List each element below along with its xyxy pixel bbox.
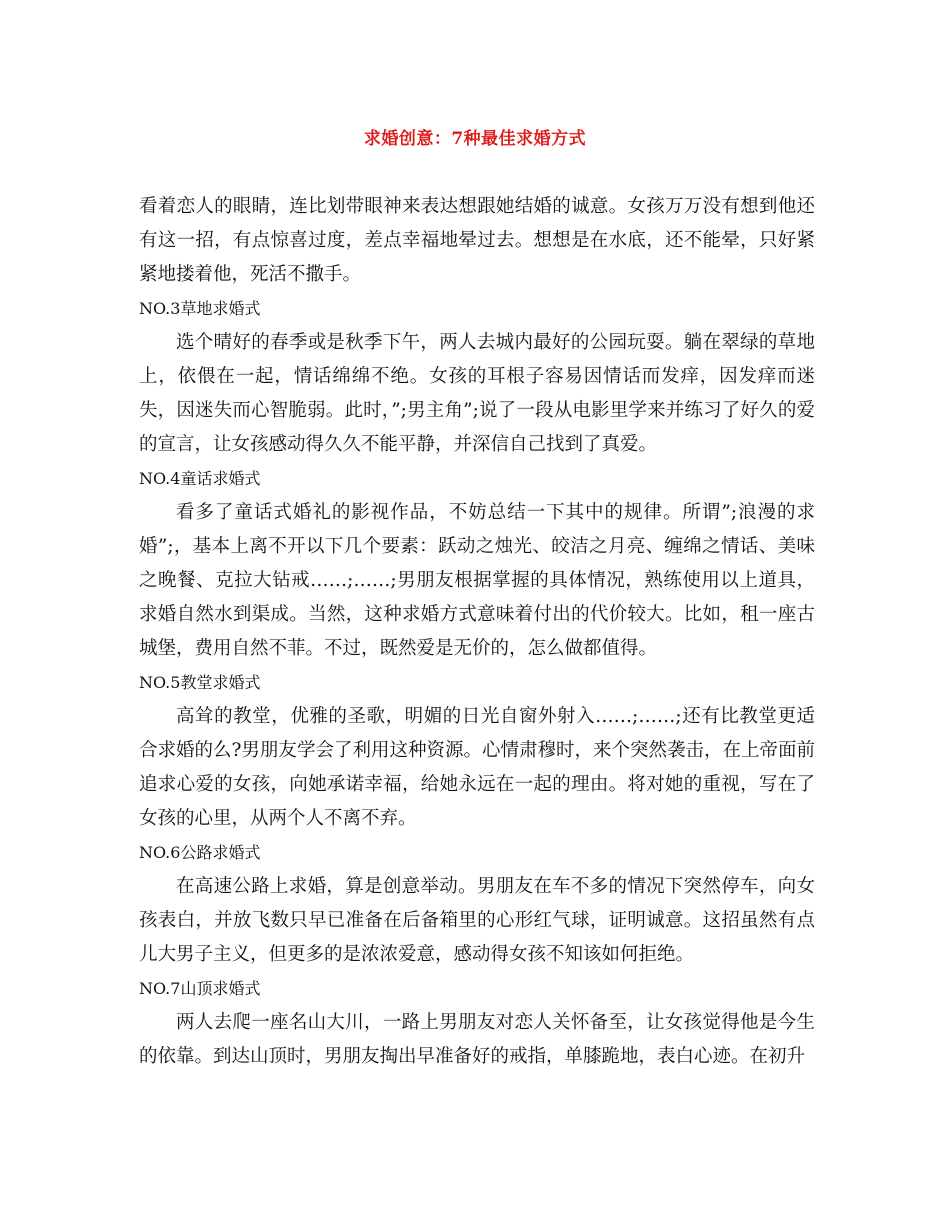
paragraph-no7: 两人去爬一座名山大川，一路上男朋友对恋人关怀备至，让女孩觉得他是今生的依靠。到达山顶时，男朋友掏出早准备好的戒指，单膝跪地，表白心迹。在初升 [139, 1012, 815, 1067]
section-heading-no7: NO.7山顶求婚式 [139, 979, 261, 998]
paragraph-no4: 看多了童话式婚礼的影视作品，不妨总结一下其中的规律。所谓”;浪漫的求婚”;，基本上离不开以下几个要素：跃动之烛光、皎洁之月亮、缠绵之情话、美味之晚餐、克拉大钻戒……;……;男朋友根据掌握的具体情况，熟练使用以上道具，求婚自然水到渠成。当然，这种求婚方式意味着付出的代价较大。比如，租一座古城堡，费用自然不菲。不过，既然爱是无价的，怎么做都值得。 [139, 502, 815, 659]
paragraph-intro: 看着恋人的眼睛，连比划带眼神来表达想跟她结婚的诚意。女孩万万没有想到他还有这一招，有点惊喜过度，差点幸福地晕过去。想想是在水底，还不能晕，只好紧紧地搂着他，死活不撒手。 [139, 196, 815, 285]
document-body [139, 190, 815, 1074]
section-heading-no5: NO.5教堂求婚式 [139, 673, 261, 692]
paragraph-no5: 高耸的教堂，优雅的圣歌，明媚的日光自窗外射入……;……;还有比教堂更适合求婚的么?男朋友学会了利用这种资源。心情肃穆时，来个突然袭击，在上帝面前追求心爱的女孩，向她承诺幸福，给她永远在一起的理由。将对她的重视，写在了女孩的心里，从两个人不离不弃。 [139, 706, 815, 829]
paragraph-no6: 在高速公路上求婚，算是创意举动。男朋友在车不多的情况下突然停车，向女孩表白，并放飞数只早已准备在后备箱里的心形红气球，证明诚意。这招虽然有点儿大男子主义，但更多的是浓浓爱意，感动得女孩不知该如何拒绝。 [139, 876, 815, 965]
paragraph-no3: 选个晴好的春季或是秋季下午，两人去城内最好的公园玩耍。躺在翠绿的草地上，依偎在一起，情话绵绵不绝。女孩的耳根子容易因情话而发痒，因发痒而迷失，因迷失而心智脆弱。此时，”;男主角”;说了一段从电影里学来并练习了好久的爱的宣言，让女孩感动得久久不能平静，并深信自己找到了真爱。 [139, 332, 815, 455]
document-title: 求婚创意：7种最佳求婚方式 [363, 129, 587, 149]
section-heading-no6: NO.6公路求婚式 [139, 843, 261, 862]
section-heading-no4: NO.4童话求婚式 [139, 469, 261, 488]
section-heading-no3: NO.3草地求婚式 [139, 299, 261, 318]
